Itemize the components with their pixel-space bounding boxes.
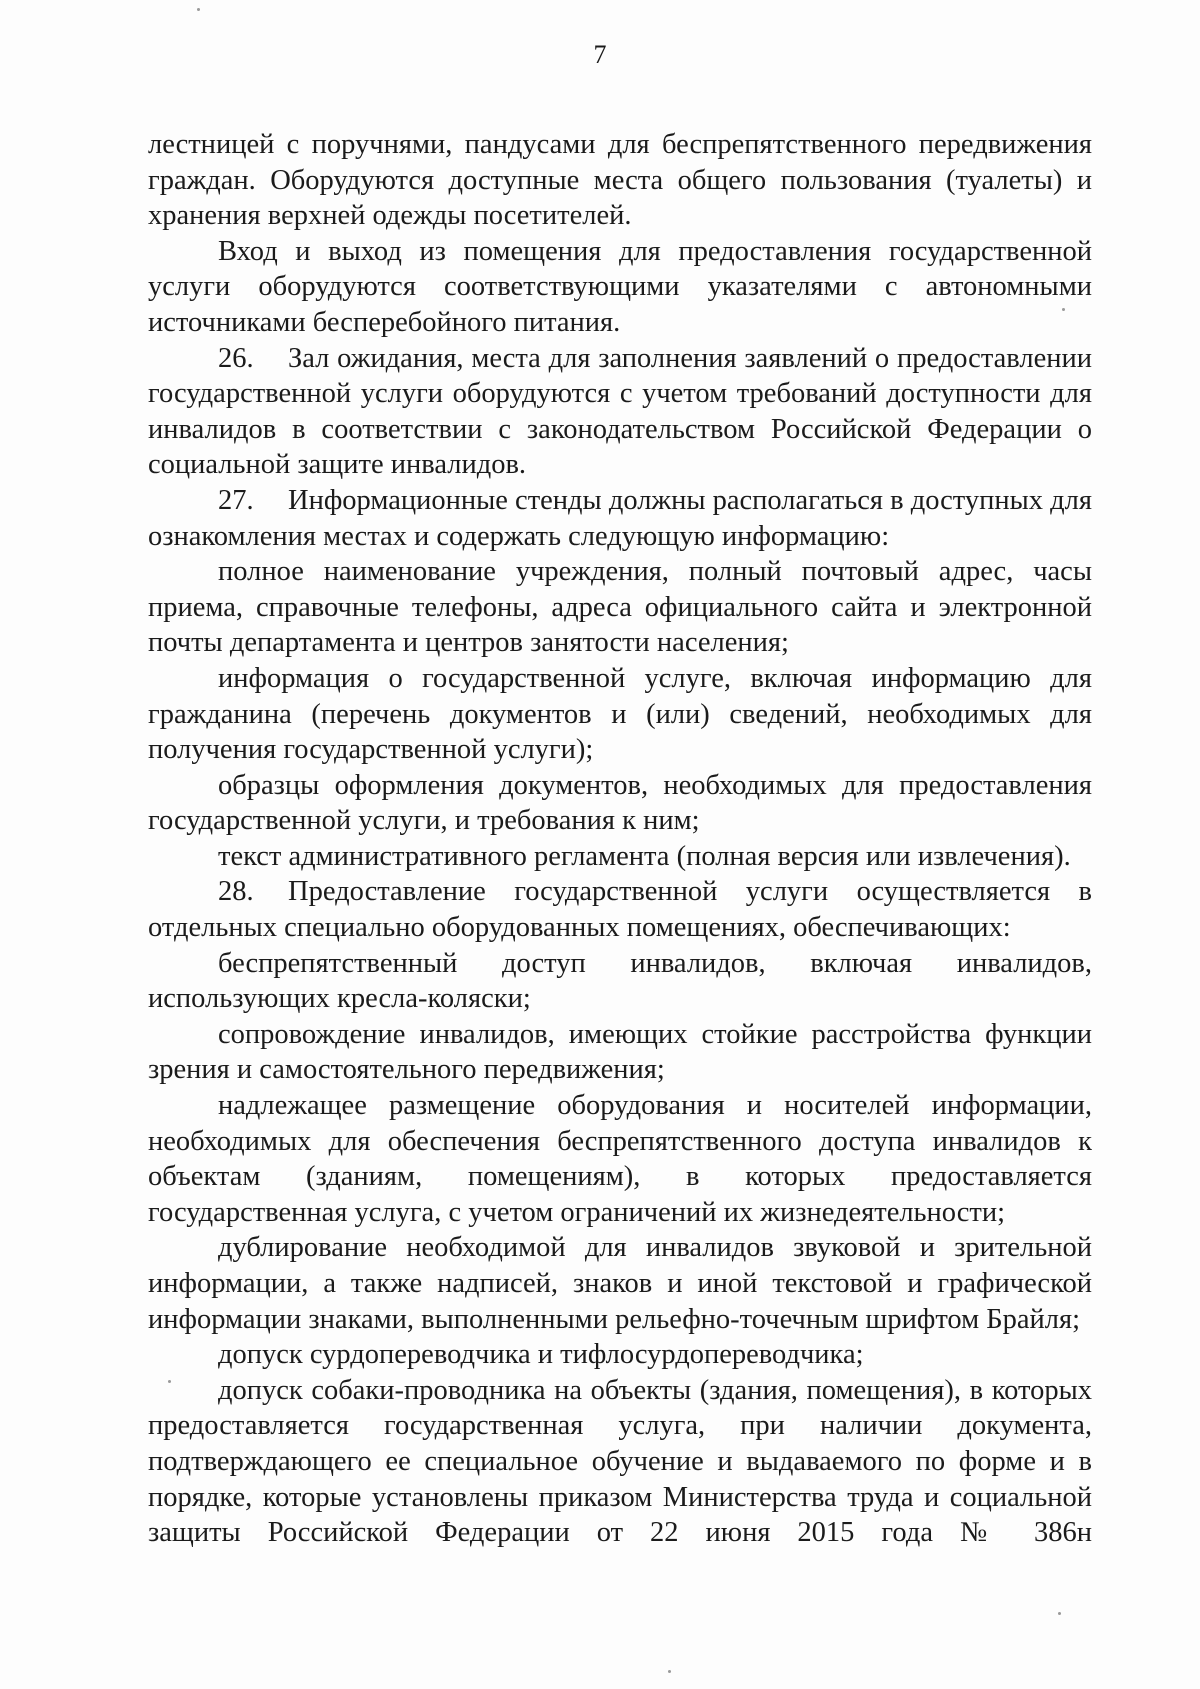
paragraph-text: дублирование необходимой для инвалидов звуковой и зрительной информации, а также надписей, знаков и иной текстовой и графической информации знаками, выполненными рельефно-точечным шрифтом Брайля; [148,1232,1092,1335]
list-paragraph [148,839,1092,875]
paragraph-text: информация о государственной услуге, включая информацию для гражданина (перечень документов и (или) сведений, необходимых для получения государственной услуги); [148,662,1092,766]
numbered-paragraph-27 [148,483,1092,554]
list-paragraph [148,946,1092,1017]
paragraph-text: Вход и выход из помещения для предоставления государственной услуги оборудуются соответствующими указателями с автономными источниками бесперебойного питания. [148,235,1092,338]
list-paragraph [148,768,1092,839]
numbered-paragraph-26 [148,341,1092,483]
paragraph-text: допуск сурдопереводчика и тифлосурдопереводчика; [218,1339,864,1371]
paragraph-number: 28. [218,876,254,908]
list-paragraph [148,554,1092,661]
document-body [148,127,1092,1551]
list-paragraph [148,661,1092,768]
paragraph [148,234,1092,341]
page-number: 7 [593,40,607,69]
paragraph-text: надлежащее размещение оборудования и носителей информации, необходимых для обеспечения беспрепятственного доступа инвалидов к объектам (зданиям, помещениям), в которых предоставляется государственная услуга, с учетом ограничений их жизнедеятельности; [148,1090,1092,1228]
list-paragraph [148,1017,1092,1088]
paragraph-text: беспрепятственный доступ инвалидов, включая инвалидов, использующих кресла-коляски; [148,947,1092,1015]
paragraph-text: Зал ожидания, места для заполнения заявлений о предоставлении государственной услуги оборудуются с учетом требований доступности для инвалидов в соответствии с законодательством Российской Федерации о социальной защите инвалидов. [148,342,1092,481]
list-paragraph [148,1230,1092,1337]
paragraph-text: Информационные стенды должны располагаться в доступных для ознакомления местах и содержать следующую информацию: [148,484,1092,552]
paragraph-text: образцы оформления документов, необходимых для предоставления государственной услуги, и требования к ним; [148,769,1092,837]
paragraph-text: лестницей с поручнями, пандусами для беспрепятственного передвижения граждан. Оборудуются доступные места общего пользования (туалеты) и хранения верхней одежды посетителей. [148,129,1092,232]
list-paragraph [148,1088,1092,1230]
scan-speck [668,1670,671,1673]
list-paragraph [148,1337,1092,1373]
scan-speck [1062,308,1065,311]
paragraph-number: 26. [218,342,254,374]
scan-speck [197,8,200,11]
numbered-paragraph-28 [148,874,1092,945]
paragraph-text: текст административного регламента (полная версия или извлечения). [218,840,1071,872]
paragraph [148,127,1092,234]
paragraph-text: сопровождение инвалидов, имеющих стойкие расстройства функции зрения и самостоятельного передвижения; [148,1018,1092,1086]
paragraph-text: полное наименование учреждения, полный почтовый адрес, часы приема, справочные телефоны, адреса официального сайта и электронной почты департамента и центров занятости населения; [148,556,1092,659]
scan-speck [1058,1612,1061,1615]
paragraph-text: Предоставление государственной услуги осуществляется в отдельных специально оборудованных помещениях, обеспечивающих: [148,876,1092,944]
scan-speck [168,1380,171,1383]
paragraph-number: 27. [218,484,254,516]
paragraph-text: допуск собаки-проводника на объекты (здания, помещения), в которых предоставляется государственная услуга, при наличии документа, подтверждающего ее специальное обучение и выдаваемого по форме и в порядке, которые установлены приказом Министерства труда и социальной защиты Российской Федерации от 22 июня 2015 года № 386н [148,1374,1092,1549]
list-paragraph [148,1373,1092,1551]
